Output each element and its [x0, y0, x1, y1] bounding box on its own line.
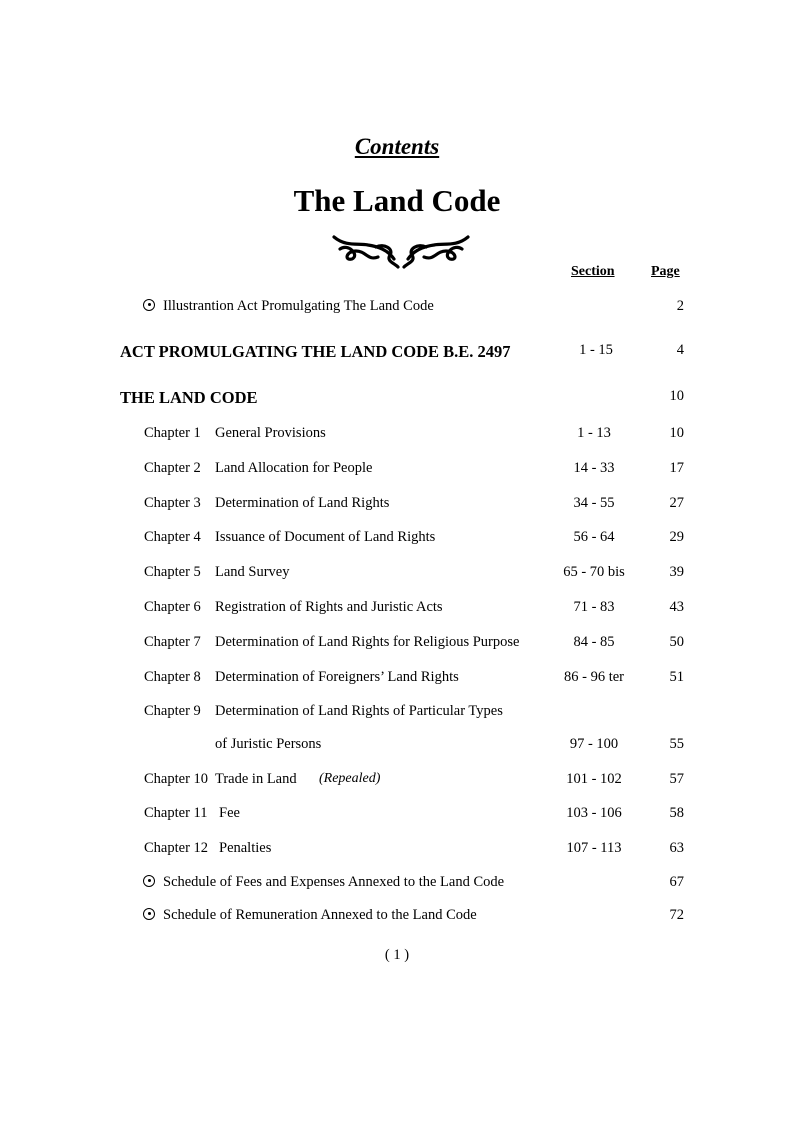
entry-label: Penalties [219, 840, 272, 856]
bullet-circle-icon [143, 908, 155, 920]
entry-section: 1 - 13 [577, 425, 611, 441]
entry-page: 55 [669, 736, 684, 752]
entry-label: ACT PROMULGATING THE LAND CODE B.E. 2497 [120, 342, 511, 361]
entry-label: Determination of Land Rights [215, 495, 390, 511]
entry-page: 27 [669, 495, 684, 511]
toc-entry[interactable] [0, 425, 794, 447]
repealed-note: (Repealed) [319, 771, 381, 786]
entry-section: 107 - 113 [566, 840, 622, 856]
entry-page: 2 [676, 298, 684, 314]
entry-section: 65 - 70 bis [563, 564, 625, 580]
chapter-number: Chapter 3 [144, 495, 201, 511]
entry-label: Determination of Land Rights for Religious Purpose [215, 634, 520, 650]
toc-entry-continuation[interactable] [0, 736, 794, 758]
chapter-number: Chapter 1 [144, 425, 201, 441]
entry-page: 63 [669, 840, 684, 856]
entry-section: 34 - 55 [573, 495, 615, 511]
chapter-number: Chapter 6 [144, 599, 201, 615]
entry-label: of Juristic Persons [215, 736, 322, 752]
chapter-number: Chapter 8 [144, 669, 201, 685]
entry-page: 29 [669, 529, 684, 545]
entry-page: 51 [669, 669, 684, 685]
chapter-number: Chapter 9 [144, 703, 201, 719]
entry-label: General Provisions [215, 425, 326, 441]
entry-label: Schedule of Remuneration Annexed to the Land Code [163, 907, 477, 923]
entry-label: Determination of Land Rights of Particular Types [215, 703, 503, 719]
toc-entry[interactable] [0, 564, 794, 586]
section-column-header: Section [571, 264, 615, 279]
entry-section: 103 - 106 [566, 805, 622, 821]
entry-section: 1 - 15 [579, 342, 613, 358]
toc-entry[interactable] [0, 342, 794, 364]
bullet-circle-icon [143, 875, 155, 887]
entry-section: 14 - 33 [573, 460, 615, 476]
toc-entry[interactable] [0, 805, 794, 827]
entry-section: 86 - 96 ter [564, 669, 624, 685]
entry-page: 39 [669, 564, 684, 580]
entry-page: 50 [669, 634, 684, 650]
toc-entry[interactable] [0, 388, 794, 410]
toc-entry[interactable] [0, 298, 794, 320]
entry-page: 58 [669, 805, 684, 821]
entry-label: Schedule of Fees and Expenses Annexed to the Land Code [163, 874, 505, 890]
chapter-number: Chapter 4 [144, 529, 201, 545]
toc-entry[interactable] [0, 634, 794, 656]
entry-page: 72 [669, 907, 684, 923]
chapter-number: Chapter 5 [144, 564, 201, 580]
entry-label: Land Survey [215, 564, 290, 580]
entry-label: Determination of Foreigners’ Land Rights [215, 669, 459, 685]
chapter-number: Chapter 7 [144, 634, 201, 650]
entry-label: Land Allocation for People [215, 460, 373, 476]
entry-label: THE LAND CODE [120, 388, 258, 407]
chapter-number: Chapter 11 [144, 805, 208, 821]
entry-page: 17 [669, 460, 684, 476]
chapter-number: Chapter 10 [144, 771, 209, 787]
toc-entry[interactable] [0, 703, 794, 725]
entry-page: 57 [669, 771, 684, 787]
entry-page: 67 [669, 874, 684, 890]
page-column-header: Page [651, 264, 680, 279]
flourish-ornament-icon [332, 233, 470, 269]
document-title: The Land Code [293, 183, 501, 218]
toc-entry[interactable] [0, 771, 794, 793]
entry-label: Illustrantion Act Promulgating The Land Code [163, 298, 434, 314]
entry-section: 84 - 85 [573, 634, 615, 650]
toc-entry[interactable] [0, 907, 794, 929]
entry-page: 10 [669, 388, 684, 404]
toc-entry[interactable] [0, 495, 794, 517]
toc-entry[interactable] [0, 460, 794, 482]
entry-page: 43 [669, 599, 684, 615]
bullet-circle-icon [143, 299, 155, 311]
toc-entry[interactable] [0, 599, 794, 621]
entry-page: 10 [669, 425, 684, 441]
toc-entry[interactable] [0, 529, 794, 551]
toc-entry[interactable] [0, 874, 794, 896]
entry-section: 56 - 64 [573, 529, 615, 545]
chapter-number: Chapter 2 [144, 460, 201, 476]
entry-label: Fee [219, 805, 240, 821]
entry-page: 4 [676, 342, 684, 358]
entry-label: Trade in Land [215, 771, 297, 787]
chapter-number: Chapter 12 [144, 840, 209, 856]
toc-entry[interactable] [0, 840, 794, 862]
entry-label: Registration of Rights and Juristic Acts [215, 599, 443, 615]
contents-heading: Contents [354, 134, 440, 159]
entry-section: 97 - 100 [569, 736, 619, 752]
page-number: ( 1 ) [384, 947, 410, 963]
entry-section: 101 - 102 [566, 771, 622, 787]
entry-section: 71 - 83 [573, 599, 615, 615]
entry-label: Issuance of Document of Land Rights [215, 529, 436, 545]
toc-entry[interactable] [0, 669, 794, 691]
